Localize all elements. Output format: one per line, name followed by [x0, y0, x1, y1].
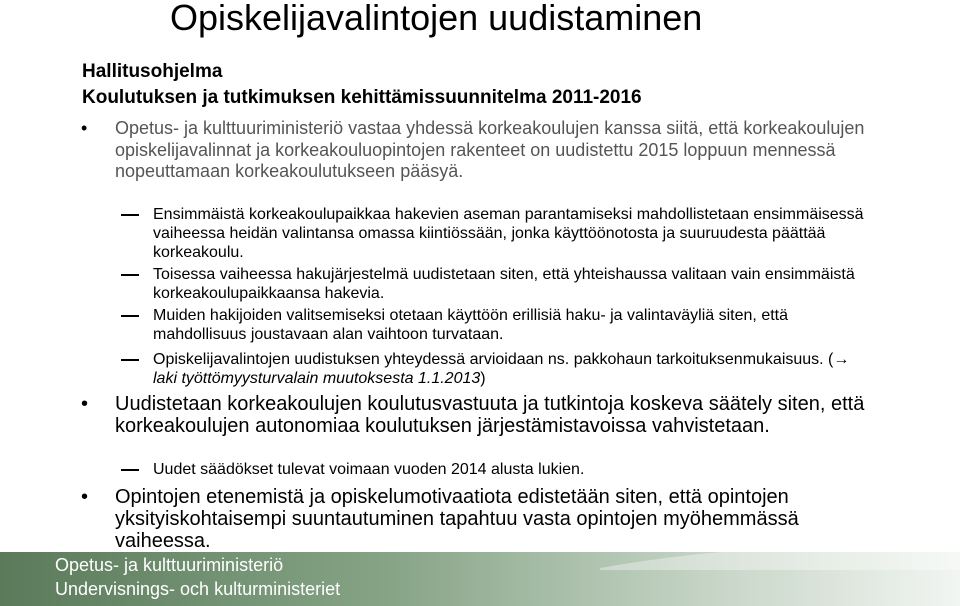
sub-bullet-item: Uudet säädökset tulevat voimaan vuoden 2014 alusta lukien. [153, 460, 873, 479]
bullet-item: • Uudistetaan korkeakoulujen koulutusvastuuta ja tutkintoja koskeva säätely siten, että korkeakoulujen autonomiaa koulutuksen järjestämistavoissa vahvistetaan. [115, 393, 875, 437]
slide-title: Opiskelijavalintojen uudistaminen [170, 0, 703, 38]
sub-bullet-italic: laki työttömyysturvalain muutoksesta 1.1.2013 [153, 370, 481, 387]
bullet-item: • Opetus- ja kulttuuriministeriö vastaa yhdessä korkeakoulujen kanssa siitä, että korkeakoulujen opiskelijavalinnat ja korkeakouluopintojen rakenteet on uudistettu 2015 loppuun mennessä nopeuttamaan korkeakoulutukseen pääsyä. [115, 118, 875, 183]
bullet-item: • Opintojen etenemistä ja opiskelumotivaatiota edistetään siten, että opintojen yksityiskohtaisempi suuntautuminen tapahtuu vasta opintojen myöhemmässä vaiheessa. [115, 486, 875, 552]
heading-development-plan: Koulutuksen ja tutkimuksen kehittämissuunnitelma 2011-2016 [82, 87, 642, 108]
decorative-swoosh [600, 540, 960, 570]
arrow-icon: → [833, 351, 850, 368]
sub-bullet-text: ) [480, 370, 486, 387]
heading-government-programme: Hallitusohjelma [82, 61, 223, 82]
sub-bullet-item: Muiden hakijoiden valitsemiseksi otetaan käyttöön erillisiä haku- ja valintaväyliä siten, että mahdollisuus joustavaan alan vaihtoon turvataan. [153, 306, 873, 344]
footer-ministry-sv: Undervisnings- och kulturministeriet [55, 579, 341, 599]
footer-ministry-fi: Opetus- ja kulttuuriministeriö [55, 555, 284, 575]
sub-bullet-item [153, 350, 873, 388]
sub-bullet-item: Ensimmäistä korkeakoulupaikkaa hakevien aseman parantamiseksi mahdollistetaan ensimmäisessä vaiheessa heidän valintansa omassa kiintiössään, jonka käyttöönotosta ja suuruudesta päättää korkeakoulu. [153, 205, 873, 262]
sub-bullet-item: Toisessa vaiheessa hakujärjestelmä uudistetaan siten, että yhteishaussa valitaan vain ensimmäistä korkeakoulupaikkaansa hakevia. [153, 265, 873, 303]
sub-bullet-text: Opiskelijavalintojen uudistuksen yhteydessä arvioidaan ns. pakkohaun tarkoituksenmukaisuus. ( [153, 351, 834, 368]
